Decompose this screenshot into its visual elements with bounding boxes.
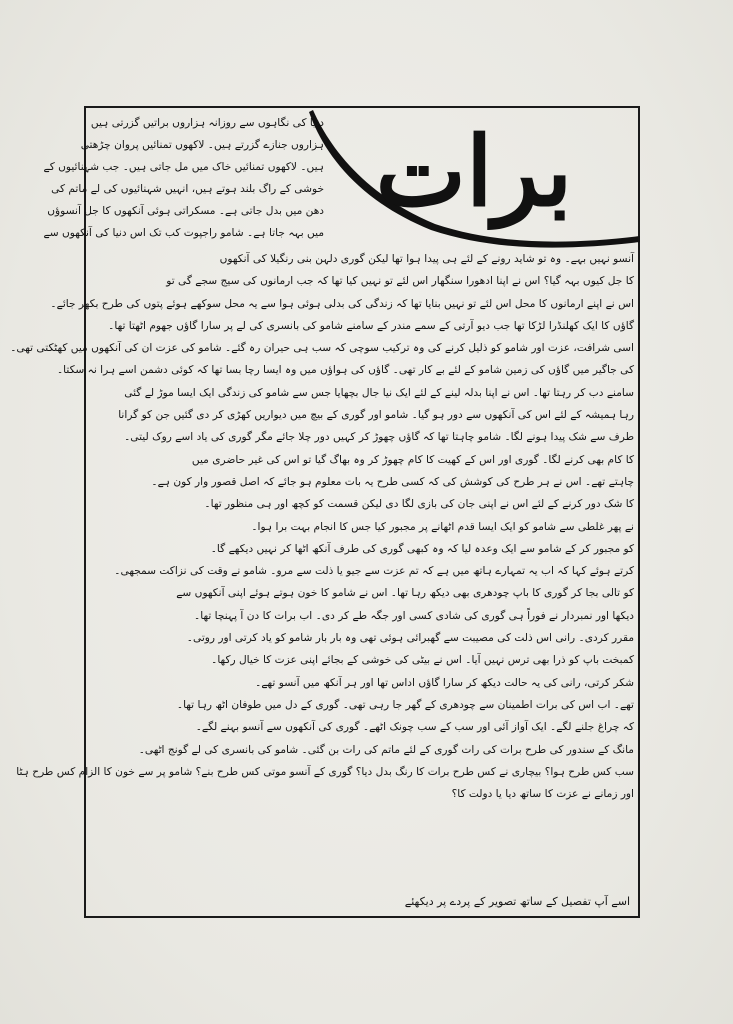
body-line: کمبخت باپ کو ذرا بھی ترس نہیں آیا۔ اس نے بیٹی کی خوشی کے بجائے اپنی عزت کا خیال رکھا۔ bbox=[211, 654, 634, 667]
body-line: شکر کرتی، رانی کی یہ حالت دیکھ کر سارا گاؤں اداس تھا اور ہر آنکھ میں آنسو تھے۔ bbox=[255, 676, 634, 689]
body-line: طرف سے شک پیدا ہونے لگا۔ شامو چاہتا تھا کہ گاؤں چھوڑ کر کہیں دور چلا جائے مگر گوری کی یاد اسے روک لیتی۔ bbox=[124, 431, 634, 444]
body-line: اور زمانے نے عزت کا ساتھ دیا یا دولت کا؟ bbox=[451, 788, 634, 801]
intro-line: خوشی کے راگ بلند ہوتے ہیں، انہیں شہنائیوں کی لے ماتم کی bbox=[51, 183, 324, 195]
intro-line: دنیا کی نگاہوں سے روزانہ ہزاروں براتیں گزرتی ہیں bbox=[90, 117, 324, 129]
intro-line: ہیں۔ لاکھوں تمنائیں خاک میں مل جاتی ہیں۔ جب شہنائیوں کے bbox=[43, 161, 324, 173]
body-line: اس نے اپنے ارمانوں کا محل اس لئے تو نہیں بنایا تھا کہ زندگی کی بدلی ہوئی ہوا سے یہ محل سوکھے ہوئے پتوں کی طرح بکھر جائے۔ bbox=[50, 297, 634, 310]
body-line: اسی شرافت، عزت اور شامو کو ذلیل کرنے کی وہ ترکیب سوچی کہ سب ہی حیران رہ گئے۔ شامو کی عزت ان کی آنکھوں میں کھٹکتی تھی۔ bbox=[10, 342, 634, 355]
body-line: کو تالی بجا کر گوری کا باپ چودھری بھی دیکھ رہا تھا۔ اس نے شامو کا خون ہوتے ہوئے اپنی آنکھوں سے bbox=[176, 587, 634, 600]
body-line: آنسو نہیں بہے۔ وہ تو شاید رونے کے لئے ہی پیدا ہوا تھا لیکن گوری دلہن بنی رنگیلا کی آنکھوں bbox=[219, 253, 634, 265]
intro-paragraph bbox=[43, 112, 324, 250]
body-line: تھے۔ اب اس کی برات اطمینان سے چودھری کے گھر جا رہی تھی۔ گوری کے دل میں طوفان اٹھ رہا تھا۔ bbox=[176, 698, 634, 711]
body-line: رہا ہمیشہ کے لئے اس کی آنکھوں سے دور ہو گیا۔ شامو اور گوری کے بیچ میں دیواریں کھڑی کر دی گئیں جن کو گرانا bbox=[118, 409, 634, 422]
body-line: کو مجبور کر کے شامو سے ایک وعدہ لیا کہ وہ کبھی گوری کی طرف آنکھ اٹھا کر نہیں دیکھے گا۔ bbox=[210, 542, 634, 555]
closing-line: اسے آپ تفصیل کے ساتھ تصویر کے پردے پر دیکھئے bbox=[404, 895, 630, 908]
article-title: برات bbox=[375, 115, 573, 228]
body-line: کی جاگیر میں گاؤں کی زمین شامو کے لئے بے کار تھی۔ گاؤں کی ہواؤں میں وہ ایسا رچا بسا تھا کہ کوئی دشمن اسے ہرا نہ سکتا۔ bbox=[56, 364, 634, 377]
body-line: مقرر کردی۔ رانی اس ذلت کی مصیبت سے گھبرائی ہوئی تھی وہ بار بار شامو کو یاد کرتی اور روتی۔ bbox=[186, 632, 634, 645]
body-line: مانگ کے سندور کی طرح برات کی رات گوری کے لئے ماتم کی رات بن گئی۔ شامو کی بانسری کی لے گونج اٹھی۔ bbox=[138, 743, 634, 756]
title-block bbox=[311, 106, 640, 246]
body-line: کا کام بھی کرنے لگا۔ گوری اور اس کے کھیت کا کام چھوڑ کر وہ بھاگ گیا تو اس کی غیر حاضری میں bbox=[191, 453, 634, 466]
body-line: دیکھا اور نمبردار نے فوراً ہی گوری کی شادی کسی اور جگہ طے کر دی۔ اب برات کا دن آ پہنچا تھا۔ bbox=[194, 609, 634, 622]
intro-line: ہزاروں جنازے گزرتے ہیں۔ لاکھوں تمنائیں پروان چڑھتی bbox=[80, 139, 324, 151]
body-line: کہ چراغ جلنے لگے۔ ایک آواز آئی اور سب کے سب چونک اٹھے۔ گوری کی آنکھوں سے آنسو بہنے لگے۔ bbox=[195, 721, 634, 734]
body-line: کا جل کیوں بہہ گیا؟ اس نے اپنا ادھورا سنگھار اس لئے تو نہیں کیا تھا کہ جب ارمانوں کی سیج سجے گی تو bbox=[166, 275, 634, 288]
body-line: کا شک دور کرنے کے لئے اس نے اپنی جان کی بازی لگا دی لیکن قسمت کو کچھ اور ہی منظور تھا۔ bbox=[204, 498, 634, 511]
body-line: سامنے دب کر رہتا تھا۔ اس نے اپنا بدلہ لینے کے لئے ایک نیا جال بچھایا جس سے شامو کی زندگی ایک ایسا موڑ لے گئی bbox=[124, 386, 634, 399]
body-line: نے پھر غلطی سے شامو کو ایک ایسا قدم اٹھانے پر مجبور کیا جس کا انجام بہت برا ہوا۔ bbox=[251, 520, 634, 533]
body-line: سب کس طرح ہوا؟ بیچاری نے کس طرح برات کا رنگ بدل دیا؟ گوری کے آنسو موتی کس طرح بنے؟ شامو پر سے خون کا الزام کس طرح ہٹا bbox=[16, 765, 634, 778]
body-line: کرتے ہوئے کہا کہ اب یہ تمہارے ہاتھ میں ہے کہ تم عزت سے جیو یا ذلت سے مرو۔ شامو نے وقت کی نزاکت سمجھی۔ bbox=[114, 565, 634, 578]
article-body bbox=[10, 248, 634, 878]
body-line: چاہتے تھے۔ اس نے ہر طرح کی کوشش کی کہ کسی طرح یہ بات معلوم ہو جائے کہ اصل قصور وار کون ہے۔ bbox=[151, 475, 634, 488]
intro-line: دھن میں بدل جاتی ہے۔ مسکراتی ہوئی آنکھوں کا جل آنسوؤں bbox=[47, 205, 324, 217]
intro-line: میں بہہ جاتا ہے۔ شامو راجپوت کب تک اس دنیا کی آنکھوں سے bbox=[43, 227, 324, 239]
body-line: گاؤں کا ایک کھلنڈرا لڑکا تھا جب دیو آرتی کے سمے مندر کے سامنے شامو کی بانسری کی لے پر سارا گاؤں جھوم اٹھتا تھا۔ bbox=[108, 319, 634, 332]
